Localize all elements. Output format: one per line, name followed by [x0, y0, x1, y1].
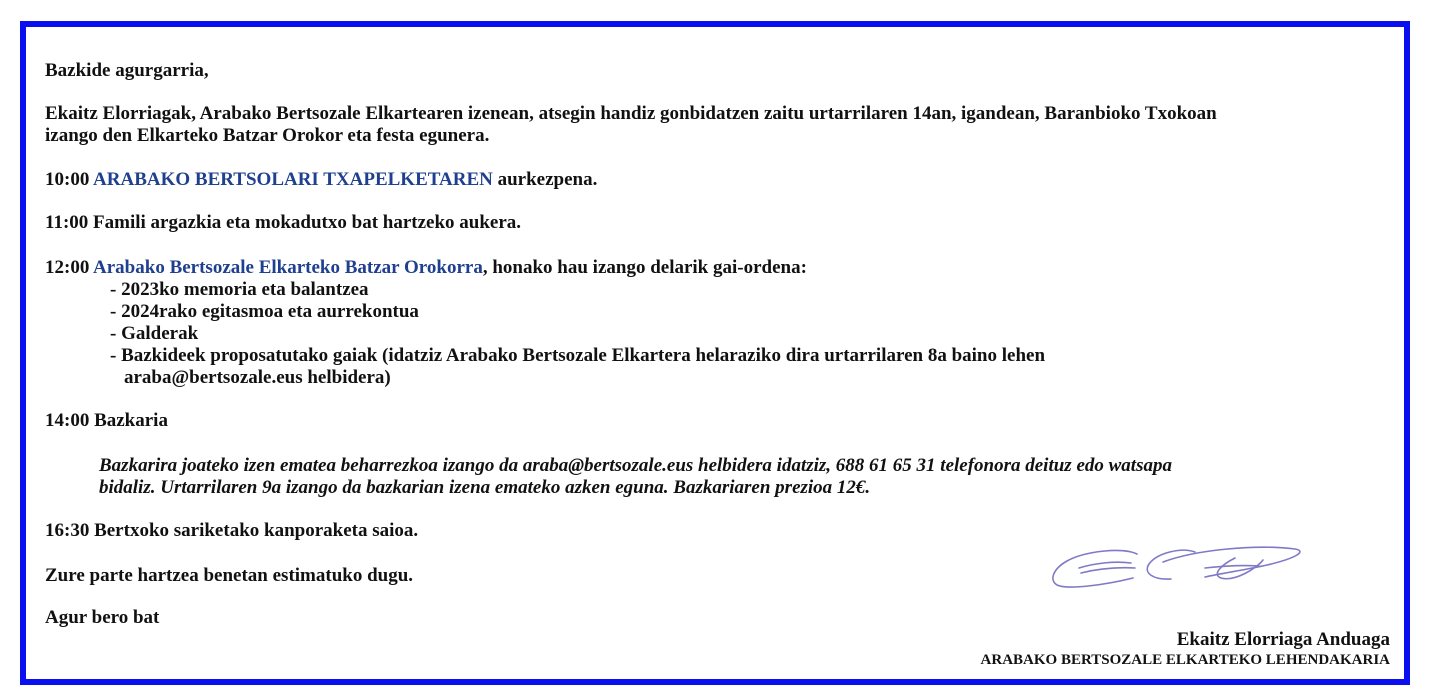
signer-title: ARABAKO BERTSOZALE ELKARTEKO LEHENDAKARIA [980, 652, 1390, 668]
agenda-item: - Galderak [110, 323, 199, 344]
event-1000 [45, 169, 597, 191]
event-text: aurkezpena. [492, 169, 598, 190]
agenda-item-continuation: araba@bertsozale.eus helbidera) [124, 367, 391, 388]
event-1630: 16:30 Bertxoko sariketako kanporaketa saioa. [45, 520, 419, 541]
event-highlight: Arabako Bertsozale Elkarteko Batzar Orokorra [93, 257, 483, 278]
signature-icon [1045, 538, 1305, 594]
intro-line-1: Ekaitz Elorriagak, Arabako Bertsozale Elkartearen izenean, atsegin handiz gonbidatzen zaitu urtarrilaren 14an, igandean, Baranbioko Txokoan [45, 103, 1217, 124]
signer-name: Ekaitz Elorriaga Anduaga [1176, 629, 1390, 650]
event-highlight: ARABAKO BERTSOLARI TXAPELKETAREN [93, 169, 493, 190]
agenda-item: - 2024rako egitasmoa eta aurrekontua [110, 301, 419, 322]
lunch-note-line-1: Bazkarira joateko izen ematea beharrezkoa izango da araba@bertsozale.eus helbidera idatziz, 688 61 65 31 telefonora deituz edo watsapa [99, 455, 1172, 476]
intro-line-2: izango den Elkarteko Batzar Orokor eta festa egunera. [45, 125, 490, 146]
event-time: 12:00 [45, 257, 94, 278]
event-time: 10:00 [45, 169, 94, 190]
event-1100: 11:00 Famili argazkia eta mokadutxo bat hartzeko aukera. [45, 212, 522, 233]
greeting: Bazkide agurgarria, [45, 60, 209, 81]
farewell: Agur bero bat [45, 607, 160, 628]
lunch-note-line-2: bidaliz. Urtarrilaren 9a izango da bazkarian izena emateko azken eguna. Bazkariaren prezioa 12€. [99, 477, 871, 498]
closing-line: Zure parte hartzea benetan estimatuko dugu. [45, 565, 414, 586]
event-1200 [45, 257, 807, 279]
agenda-item: - 2023ko memoria eta balantzea [110, 279, 369, 300]
agenda-item: - Bazkideek proposatutako gaiak (idatziz Arabako Bertsozale Elkartera helaraziko dira urtarrilaren 8a baino lehen [110, 345, 1046, 366]
event-1400: 14:00 Bazkaria [45, 410, 168, 431]
event-text: , honako hau izango delarik gai-ordena: [482, 257, 807, 278]
